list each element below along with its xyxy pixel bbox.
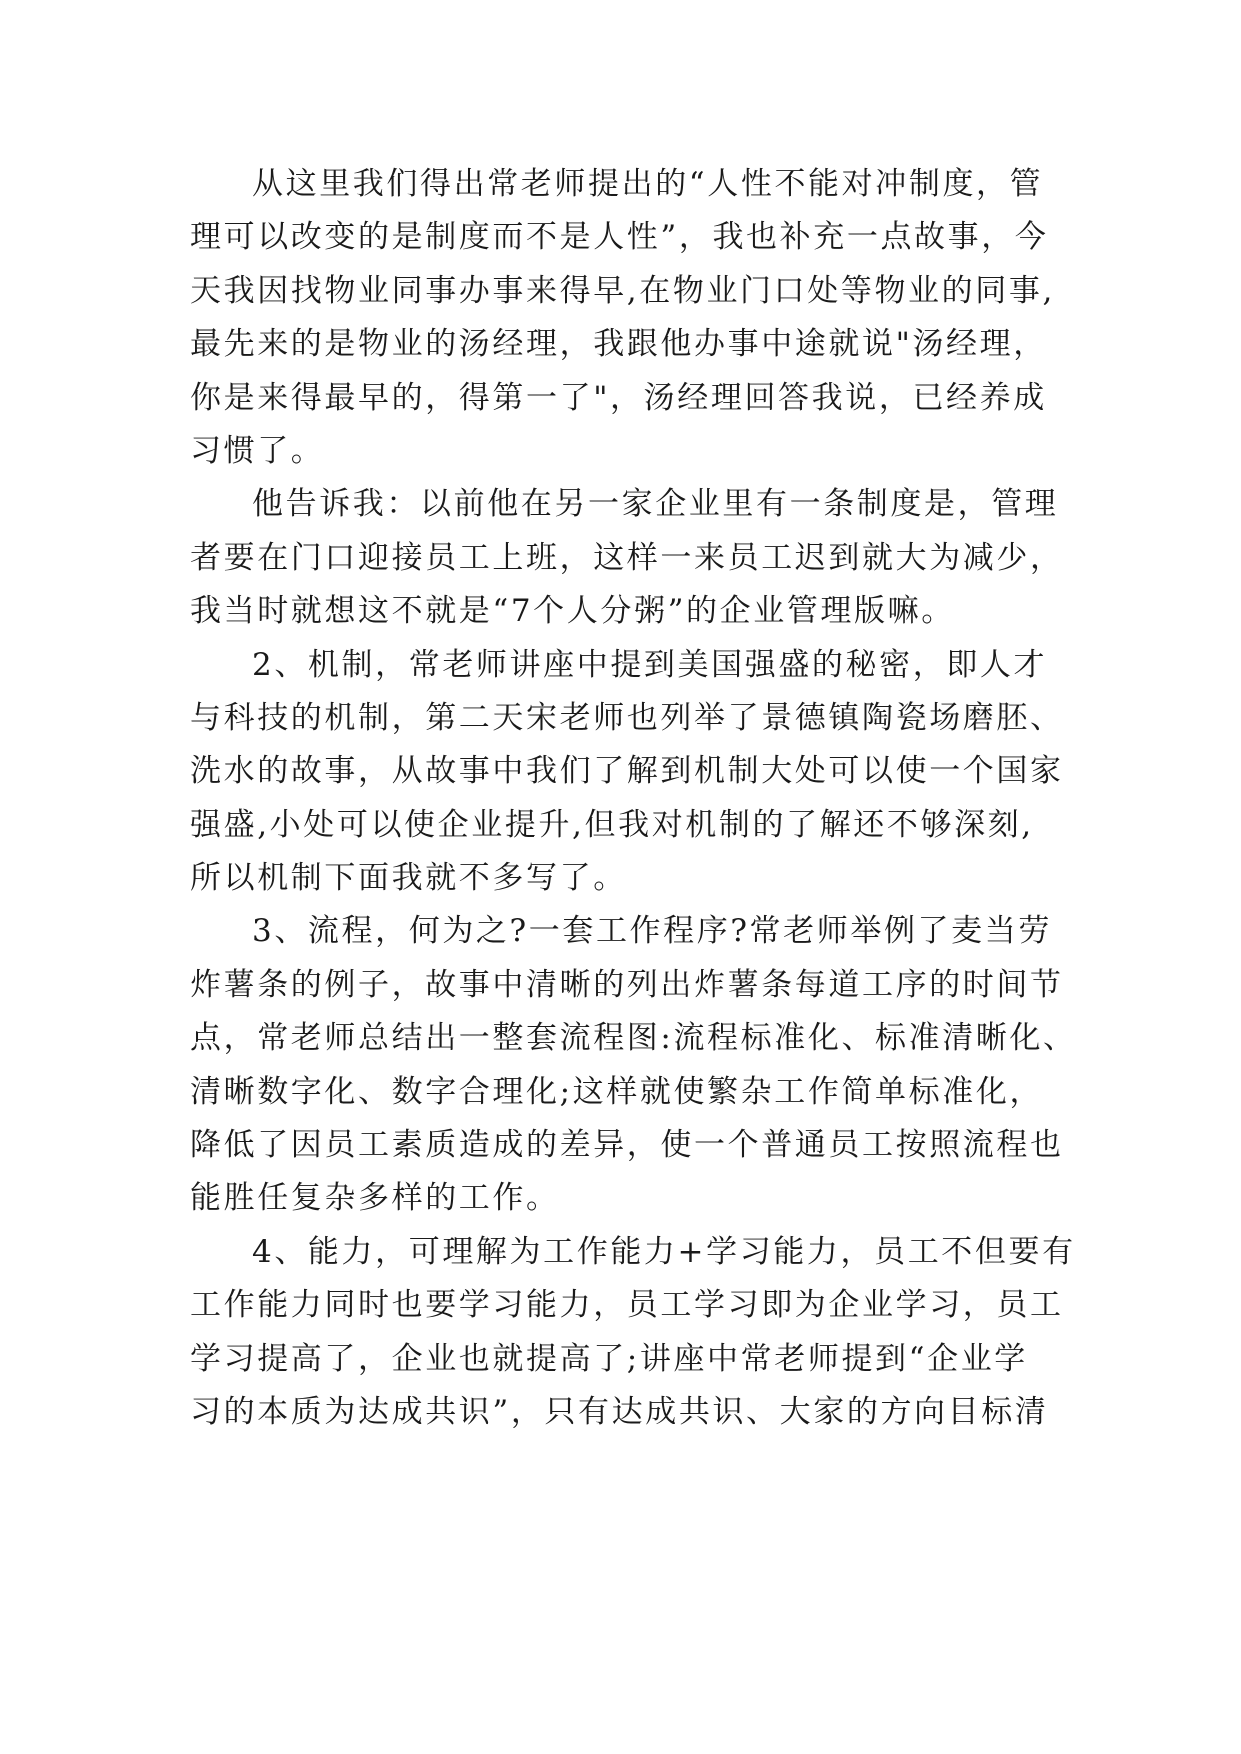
text-line: 降低了因员工素质造成的差异，使一个普通员工按照流程也 bbox=[190, 1127, 1064, 1164]
text-line: 你是来得最早的，得第一了"，汤经理回答我说，已经养成 bbox=[190, 379, 1047, 416]
text-line: 天我因找物业同事办事来得早,在物业门口处等物业的同事, bbox=[190, 272, 1055, 309]
text-line: 能胜任复杂多样的工作。 bbox=[190, 1180, 560, 1217]
text-line: 洗水的故事，从故事中我们了解到机制大处可以使一个国家 bbox=[190, 753, 1064, 790]
text-line: 理可以改变的是制度而不是人性”，我也补充一点故事，今 bbox=[190, 219, 1049, 256]
text-line: 学习提高了，企业也就提高了;讲座中常老师提到“企业学 bbox=[190, 1340, 1028, 1377]
text-line: 最先来的是物业的汤经理，我跟他办事中途就说"汤经理， bbox=[190, 326, 1047, 363]
paragraph-5 bbox=[190, 1226, 1090, 1440]
text-line: 清晰数字化、数字合理化;这样就使繁杂工作简单标准化， bbox=[190, 1073, 1044, 1110]
text-line: 习的本质为达成共识”，只有达成共识、大家的方向目标清 bbox=[190, 1393, 1049, 1430]
text-line: 所以机制下面我就不多写了。 bbox=[190, 860, 627, 897]
text-line: 我当时就想这不就是“7个人分粥”的企业管理版嘛。 bbox=[190, 593, 955, 630]
paragraph-4 bbox=[190, 905, 1090, 1225]
text-line: 习惯了。 bbox=[190, 432, 325, 469]
text-line: 工作能力同时也要学习能力，员工学习即为企业学习，员工 bbox=[190, 1287, 1064, 1324]
text-line: 2、机制，常老师讲座中提到美国强盛的秘密，即人才 bbox=[252, 646, 1048, 683]
text-line: 强盛,小处可以使企业提升,但我对机制的了解还不够深刻, bbox=[190, 806, 1034, 843]
paragraph-2 bbox=[190, 478, 1090, 638]
text-line: 从这里我们得出常老师提出的“人性不能对冲制度，管 bbox=[252, 166, 1044, 202]
text-line: 与科技的机制，第二天宋老师也列举了景德镇陶瓷场磨胚、 bbox=[190, 699, 1064, 736]
text-line: 3、流程，何为之?一套工作程序?常老师举例了麦当劳 bbox=[252, 913, 1052, 950]
paragraph-1 bbox=[190, 158, 1090, 478]
text-line: 点，常老师总结出一整套流程图:流程标准化、标准清晰化、 bbox=[190, 1020, 1077, 1057]
text-line: 他告诉我：以前他在另一家企业里有一条制度是，管理 bbox=[252, 486, 1059, 523]
text-line: 炸薯条的例子，故事中清晰的列出炸薯条每道工序的时间节 bbox=[190, 966, 1064, 1003]
text-line: 者要在门口迎接员工上班，这样一来员工迟到就大为减少， bbox=[190, 539, 1064, 576]
document-body bbox=[190, 158, 1090, 1439]
text-line: 4、能力，可理解为工作能力+学习能力，员工不但要有 bbox=[252, 1233, 1076, 1270]
paragraph-3 bbox=[190, 639, 1090, 906]
